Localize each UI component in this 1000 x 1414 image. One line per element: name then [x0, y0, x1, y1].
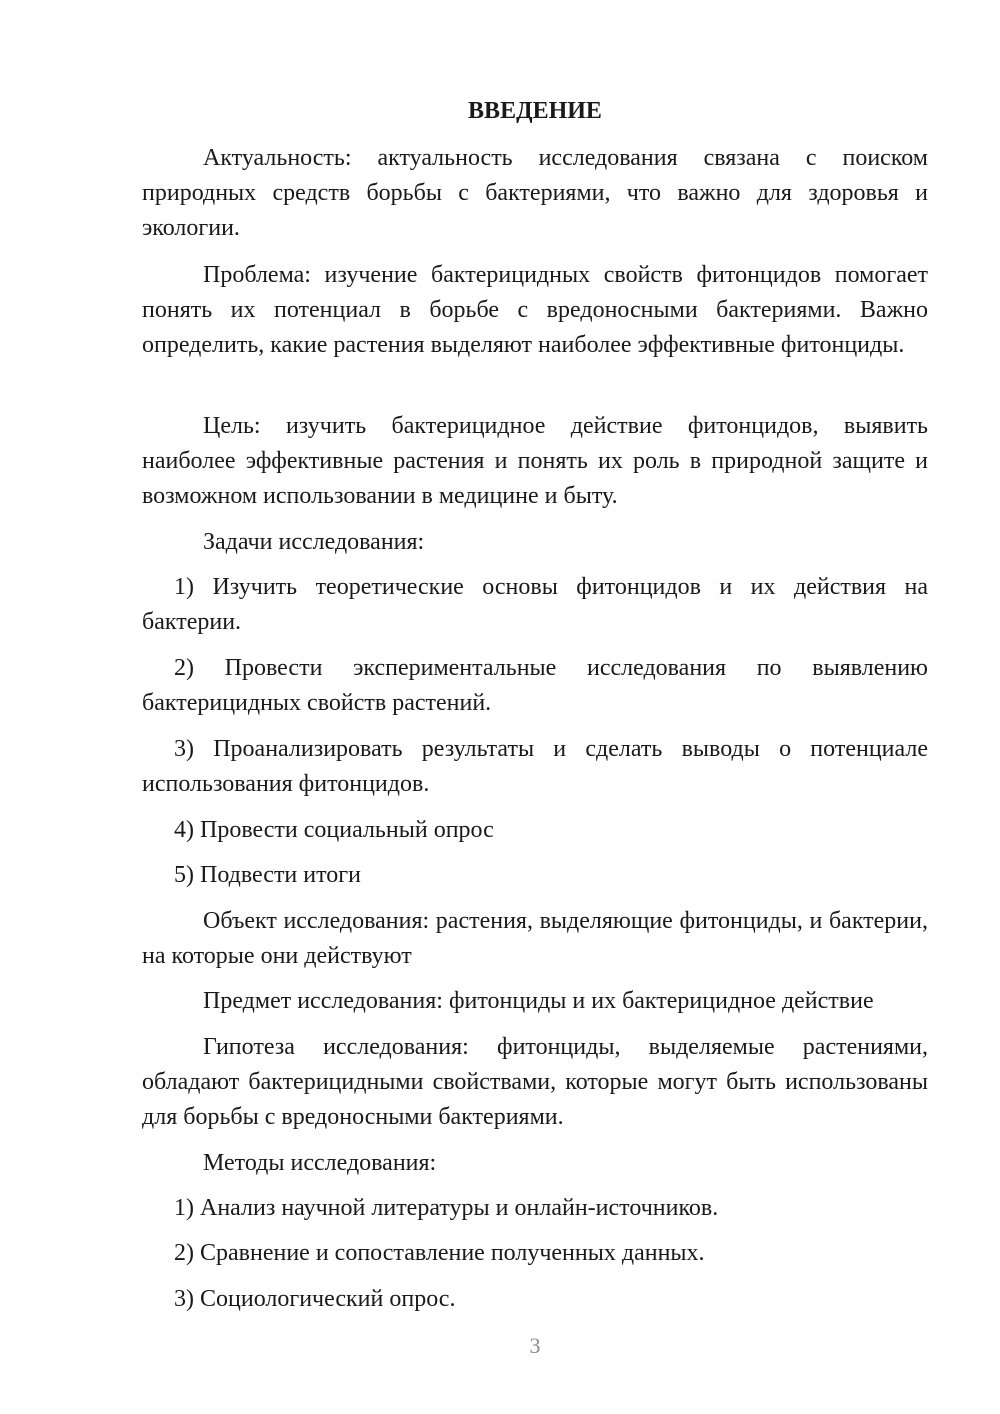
task-item-4: 4) Провести социальный опрос — [174, 817, 494, 843]
hypothesis-paragraph: Гипотеза исследования: фитонциды, выделяемые растениями, обладают бактерицидными свойствами, которые могут быть использованы для борьбы с вредоносными бактериями. — [142, 1034, 928, 1130]
page-number: 3 — [529, 1333, 541, 1358]
method-item-3: 3) Социологический опрос. — [174, 1286, 456, 1312]
method-item-2: 2) Сравнение и сопоставление полученных данных. — [174, 1240, 705, 1266]
document-page — [142, 0, 928, 1414]
methods-heading: Методы исследования: — [203, 1150, 437, 1176]
problem-paragraph: Проблема: изучение бактерицидных свойств фитонцидов помогает понять их потенциал в борьбе с вредоносными бактериями. Важно определить, какие растения выделяют наиболее эффективные фитонциды. — [142, 262, 928, 358]
goal-paragraph: Цель: изучить бактерицидное действие фитонцидов, выявить наиболее эффективные растения и понять их роль в природной защите и возможном использовании в медицине и быту. — [142, 413, 928, 509]
subject-paragraph: Предмет исследования: фитонциды и их бактерицидное действие — [203, 988, 874, 1014]
task-item-3: 3) Проанализировать результаты и сделать выводы о потенциале использования фитонцидов. — [142, 736, 928, 797]
method-item-1: 1) Анализ научной литературы и онлайн-источников. — [174, 1195, 719, 1221]
relevance-paragraph: Актуальность: актуальность исследования связана с поиском природных средств борьбы с бактериями, что важно для здоровья и экологии. — [142, 145, 928, 241]
task-item-1: 1) Изучить теоретические основы фитонцидов и их действия на бактерии. — [142, 574, 928, 635]
object-paragraph: Объект исследования: растения, выделяющие фитонциды, и бактерии, на которые они действуют — [142, 908, 928, 969]
task-item-5: 5) Подвести итоги — [174, 862, 361, 888]
tasks-heading: Задачи исследования: — [203, 529, 425, 555]
task-item-2: 2) Провести экспериментальные исследования по выявлению бактерицидных свойств растений. — [142, 655, 928, 716]
page-title: ВВЕДЕНИЕ — [468, 98, 602, 124]
